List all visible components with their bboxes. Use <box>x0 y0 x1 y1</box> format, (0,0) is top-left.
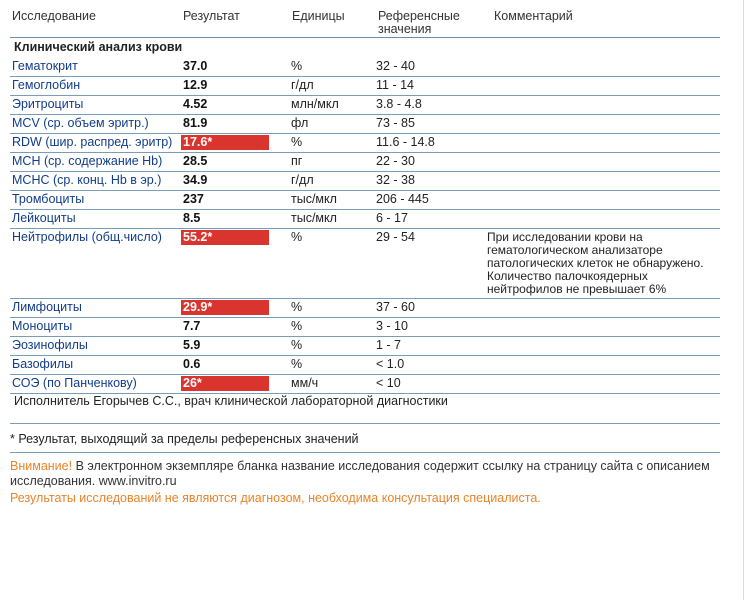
table-row <box>10 152 720 172</box>
row-result: 237 <box>183 192 204 206</box>
row-result: 37.0 <box>183 59 208 73</box>
row-test-name[interactable]: Нейтрофилы (общ.число) <box>12 230 162 244</box>
row-unit: % <box>291 230 303 244</box>
row-test-name[interactable]: Тромбоциты <box>12 192 85 206</box>
row-test-name[interactable]: Гематокрит <box>12 59 78 73</box>
row-result: 8.5 <box>183 211 201 225</box>
neutrophils-comment <box>487 231 727 296</box>
notice-warning-label: Внимание! <box>10 459 73 473</box>
row-result: 12.9 <box>183 78 208 92</box>
row-test-name[interactable]: Моноциты <box>12 319 73 333</box>
header-study: Исследование <box>12 9 96 23</box>
comment-line: нейтрофилов не превышает 6% <box>487 282 667 296</box>
row-test-name[interactable]: Эритроциты <box>12 97 84 111</box>
table-row <box>10 336 720 356</box>
table-row <box>10 190 720 210</box>
header-divider <box>10 37 720 38</box>
divider <box>10 423 720 424</box>
row-reference: 3.8 - 4.8 <box>376 97 422 111</box>
row-test-name[interactable]: Лейкоциты <box>12 211 76 225</box>
row-result: 34.9 <box>183 173 208 187</box>
divider <box>10 452 720 453</box>
row-result: 5.9 <box>183 338 201 352</box>
row-reference: 73 - 85 <box>376 116 415 130</box>
row-unit: % <box>291 59 303 73</box>
row-unit: % <box>291 319 303 333</box>
notice-text-line2[interactable]: исследования. www.invitro.ru <box>10 474 177 488</box>
table-row <box>10 114 720 134</box>
row-result: 7.7 <box>183 319 201 333</box>
row-test-name[interactable]: Базофилы <box>12 357 74 371</box>
table-row <box>10 133 720 153</box>
comment-line: Количество палочкоядерных <box>487 269 648 283</box>
row-reference: 1 - 7 <box>376 338 402 352</box>
footnote: * Результат, выходящий за пределы референсных значений <box>10 432 359 446</box>
row-result: 0.6 <box>183 357 201 371</box>
comment-line: При исследовании крови на <box>487 230 643 244</box>
row-test-name[interactable]: Гемоглобин <box>12 78 81 92</box>
row-test-name[interactable]: MCHC (ср. конц. Hb в эр.) <box>12 173 162 187</box>
executor-line: Исполнитель Егорычев С.С., врач клинической лабораторной диагностики <box>14 394 448 408</box>
header-result: Результат <box>183 9 240 23</box>
table-row <box>10 57 720 77</box>
header-reference-line1: Референсные <box>378 9 460 23</box>
row-test-name[interactable]: RDW (шир. распред. эритр) <box>12 135 173 149</box>
comment-line: гематологическом анализаторе <box>487 243 663 257</box>
row-reference: 11.6 - 14.8 <box>376 135 435 149</box>
row-reference: 206 - 445 <box>376 192 429 206</box>
row-unit: г/дл <box>291 173 314 187</box>
row-reference: 32 - 40 <box>376 59 415 73</box>
row-result: 81.9 <box>183 116 208 130</box>
row-reference: 6 - 17 <box>376 211 408 225</box>
notice-text-line1: В электронном экземпляре бланка название исследования содержит ссылку на страницу сайта с описанием <box>72 459 710 473</box>
row-reference: 29 - 54 <box>376 230 415 244</box>
row-unit: фл <box>291 116 309 130</box>
row-result: 4.52 <box>183 97 208 111</box>
row-unit: % <box>291 300 303 314</box>
row-test-name[interactable]: MCH (ср. содержание Hb) <box>12 154 163 168</box>
header-reference-line2: значения <box>378 22 432 36</box>
row-reference: < 1.0 <box>376 357 405 371</box>
row-result: 28.5 <box>183 154 208 168</box>
row-result-flagged: 17.6* <box>181 135 269 150</box>
row-reference: 22 - 30 <box>376 154 415 168</box>
row-result-flagged: 55.2* <box>181 230 269 245</box>
row-test-name[interactable]: Эозинофилы <box>12 338 88 352</box>
table-row <box>10 95 720 115</box>
disclaimer: Результаты исследований не являются диагнозом, необходима консультация специалиста. <box>10 491 541 505</box>
page-edge-line <box>743 0 744 600</box>
row-test-name[interactable]: СОЭ (по Панченкову) <box>12 376 137 390</box>
row-reference: 3 - 10 <box>376 319 408 333</box>
row-test-name[interactable]: Лимфоциты <box>12 300 82 314</box>
row-reference: 37 - 60 <box>376 300 415 314</box>
row-unit: % <box>291 135 303 149</box>
header-units: Единицы <box>292 9 345 23</box>
header-reference <box>378 10 460 36</box>
table-row <box>10 171 720 191</box>
row-unit: % <box>291 338 303 352</box>
row-unit: млн/мкл <box>291 97 339 111</box>
table-row <box>10 374 720 394</box>
row-result-flagged: 29.9* <box>181 300 269 315</box>
table-row <box>10 317 720 337</box>
row-unit: % <box>291 357 303 371</box>
row-result-flagged: 26* <box>181 376 269 391</box>
row-unit: г/дл <box>291 78 314 92</box>
row-test-name[interactable]: MCV (ср. объем эритр.) <box>12 116 149 130</box>
table-row <box>10 355 720 375</box>
header-comment: Комментарий <box>494 9 573 23</box>
row-unit: тыс/мкл <box>291 211 337 225</box>
table-row <box>10 76 720 96</box>
row-unit: мм/ч <box>291 376 319 390</box>
table-row <box>10 209 720 229</box>
table-row <box>10 298 720 318</box>
comment-line: патологических клеток не обнаружено. <box>487 256 704 270</box>
section-title: Клинический анализ крови <box>14 40 183 54</box>
row-unit: тыс/мкл <box>291 192 337 206</box>
row-reference: 32 - 38 <box>376 173 415 187</box>
row-reference: < 10 <box>376 376 401 390</box>
row-reference: 11 - 14 <box>376 78 414 92</box>
row-unit: пг <box>291 154 303 168</box>
notice <box>10 459 735 489</box>
